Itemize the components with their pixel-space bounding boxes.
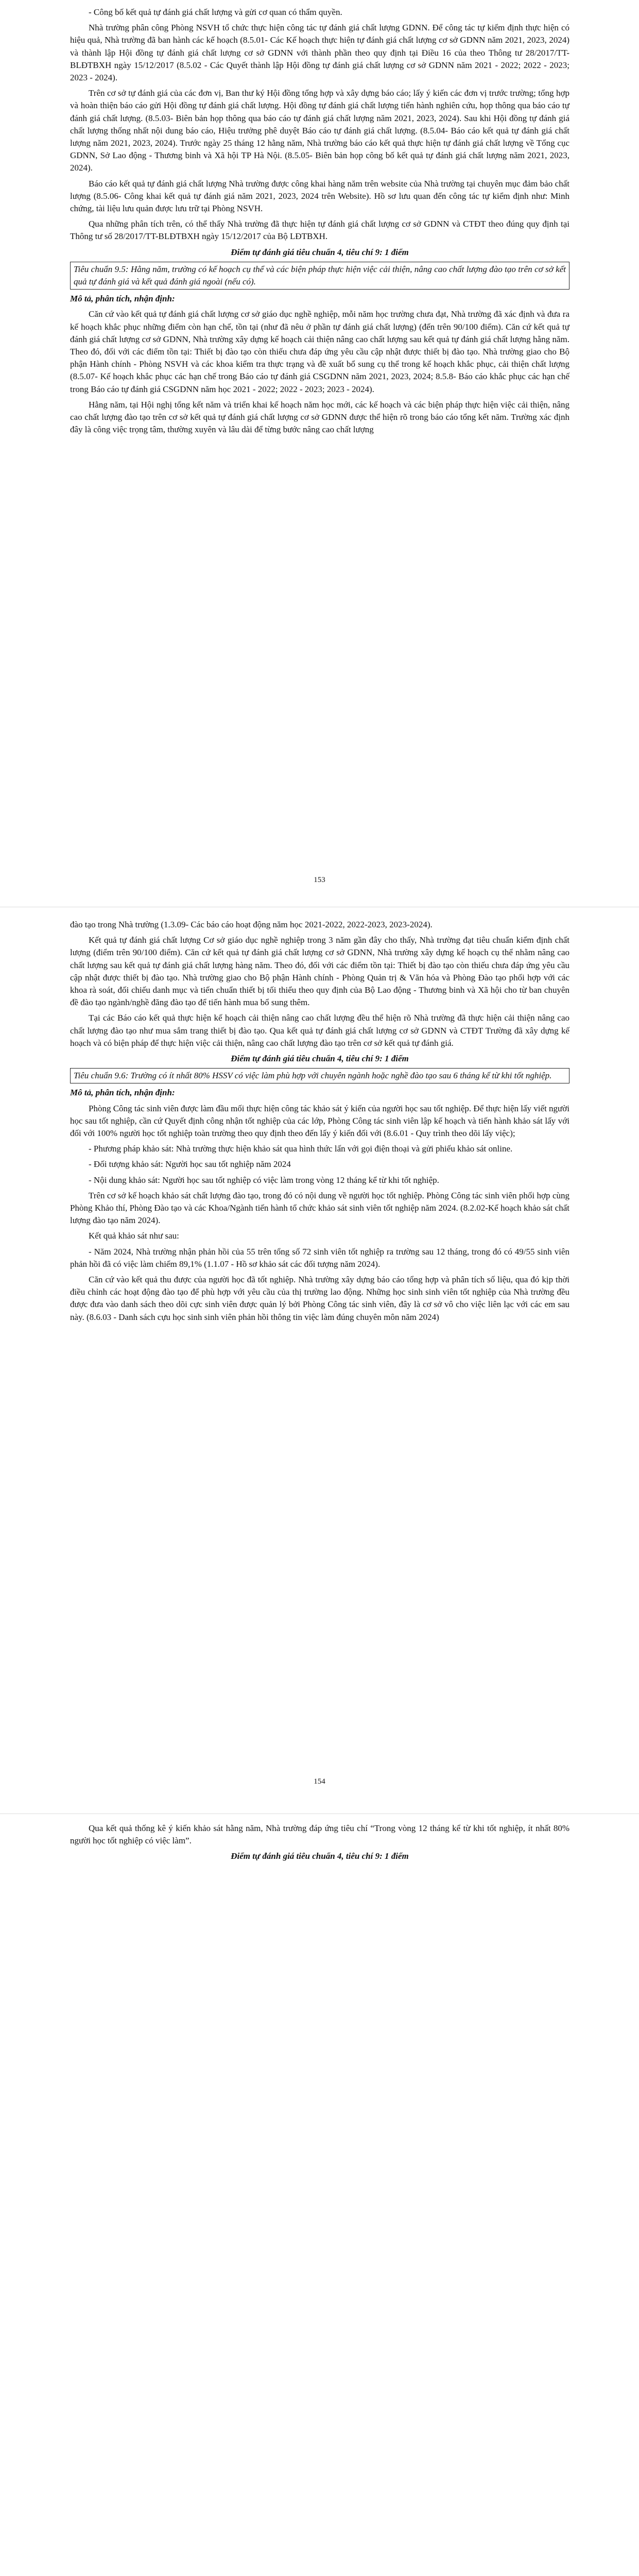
paragraph: Qua những phân tích trên, có thể thấy Nhà trường đã thực hiện tự đánh giá chất lượng cơ sở GDNN và CTĐT theo đúng quy định tại Thông tư số 28/2017/TT-BLĐTBXH ngày 15/12/2017 của Bộ LĐTBXH.: [70, 219, 569, 242]
page-number: 154: [314, 1777, 325, 1786]
page-153: [0, 0, 639, 907]
paragraph: Báo cáo kết quả tự đánh giá chất lượng Nhà trường được công khai hàng năm trên website của Nhà trường tại chuyên mục đảm bảo chất lượng (8.5.06- Công khai kết quả tự đánh giá năm 2021, 2023, 2024 trên Website). Hồ sơ lưu quan đến công tác tự kiểm định như: Minh chứng, tài liệu lưu quản được lưu trữ tại Phòng NSVH.: [70, 178, 569, 214]
paragraph: Trên cơ sở kế hoạch khảo sát chất lượng đào tạo, trong đó có nội dung về người học tốt nghiệp. Phòng Công tác sinh viên phối hợp cùng Phòng Khảo thí, Phòng Đào tạo và các Khoa/Ngành tiến hành tổ chức khảo sát sinh viên tốt nghiệp năm 2024. (8.2.02-Kế hoạch khảo sát chất lượng đào tạo năm 2024).: [70, 1190, 569, 1226]
score-line: Điểm tự đánh giá tiêu chuẩn 4, tiêu chí 9: 1 điểm: [231, 1054, 409, 1064]
paragraph: Tại các Báo cáo kết quả thực hiện kế hoạch cải thiện nâng cao chất lượng đều thể hiện rõ Nhà trường đã thực hiện cải thiện nâng cao chất lượng đào tạo như mua sắm trang thiết bị đào tạo. Qua kết quả tự đánh giá chất lượng cơ sở GDNN và CTĐT Trường đã xây dựng kế hoạch và có biện pháp để thực hiện việc cải thiện, nâng cao chất lượng đào tạo trên cơ sở kết quả tự đánh giá.: [70, 1013, 569, 1048]
paragraph: Căn cứ vào kết quả thu được của người học đã tốt nghiệp. Nhà trường xây dựng báo cáo tổng hợp và phân tích số liệu, qua đó kịp thời điều chỉnh các hoạt động đào tạo để phù hợp với yêu cầu của thị trường lao động. Những học sinh sinh viên tốt nghiệp của Nhà trường đều được đưa vào danh sách theo dõi cực sinh viên được quản lý bởi Phòng Công tác sinh viên, đây là cơ sở vô cho việc liên lạc với các em sau này. (8.6.03 - Danh sách cựu học sinh sinh viên phản hồi thông tin việc làm đúng chuyên môn năm 2024): [70, 1275, 569, 1322]
standard-box: Tiêu chuẩn 9.5: Hằng năm, trường có kế hoạch cụ thể và các biện pháp thực hiện việc cải thiện, nâng cao chất lượng đào tạo trên cơ sở kết quả tự đánh giá và kết quả đánh giá ngoài (nếu có).: [70, 262, 569, 290]
paragraph: - Năm 2024, Nhà trường nhận phản hồi của 55 trên tổng số 72 sinh viên tốt nghiệp ra trường sau 12 tháng, trong đó có 49/55 sinh viên phản hồi đã có việc làm chiếm 89,1% (1.1.07 - Hồ sơ khảo sát các đối tượng năm 2024).: [70, 1246, 569, 1269]
paragraph: Căn cứ vào kết quả tự đánh giá chất lượng cơ sở giáo dục nghề nghiệp, mỗi năm học trường chưa đạt, Nhà trường đã xác định và đưa ra kế hoạch khắc phục những điểm còn hạn chế, tồn tại (như đã nêu ở phần tự đánh giá chất lượng) (đến trên 90/100 điểm). Căn cứ kết quả tự đánh giá chất lượng cơ sở GDNN, Nhà trường xây dựng kế hoạch cải thiện nâng cao chất lượng sau kết quả tự đánh giá chất lượng hằng năm. Theo đó, đối với các điểm tồn tại: Thiết bị đào tạo còn thiếu chưa đáp ứng yêu cầu cập nhật được thiết bị đào tạo. Nhà trường giao cho Bộ phận Hành chính - Phòng NSVH và các khoa kiểm tra thực trạng và đề xuất bổ sung cụ thể trong kế hoạch khắc phục, cải thiện chất lượng (8.5.07- Kế hoạch khắc phục các hạn chế trong Báo cáo tự đánh giá CSGDNN năm 2021, 2023, 2024; 8.5.8- Báo cáo khắc phục các hạn chế trong Báo cáo tự đánh giá CSGDNN năm học 2021 - 2022; 2022 - 2023; 2023 - 2024).: [70, 309, 569, 394]
paragraph: Trên cơ sở tự đánh giá của các đơn vị, Ban thư ký Hội đồng tổng hợp và xây dựng báo cáo; lấy ý kiến các đơn vị trước trường; tổng hợp và hoàn thiện báo cáo gửi Hội đồng tự đánh giá chất lượng. Hội đồng tự đánh giá chất lượng tiến hành nghiên cứu, họp thông qua báo cáo tự đánh giá chất lượng. (8.5.03- Biên bản họp thông qua báo cáo tự đánh giá chất lượng năm 2021, 2023, 2024). Sau khi Hội đồng tự đánh giá chất lượng thống nhất nội dung báo cáo, Hiệu trưởng phê duyệt Báo cáo tự đánh giá chất lượng. (8.5.04- Báo cáo kết quả tự đánh giá chất lượng năm 2021, 2023, 2024). Trước ngày 25 tháng 12 hằng năm, Nhà trường báo cáo kết quả thực hiện tự đánh giá chất lượng về Tổng cục GDNN, Sở Lao động - Thương binh và Xã hội TP Hà Nội. (8.5.05- Biên bản họp công bố kết quả tự đánh giá chất lượng năm 2021, 2023, 2024).: [70, 88, 569, 173]
page-154-body: [70, 919, 569, 1327]
score-line: Điểm tự đánh giá tiêu chuẩn 4, tiêu chí 9: 1 điểm: [231, 247, 409, 257]
paragraph: Nhà trường phân công Phòng NSVH tổ chức thực hiện công tác tự đánh giá chất lượng GDNN. Để công tác tự kiểm định thực hiện có hiệu quả, Nhà trường đã ban hành các kế hoạch (8.5.01- Các Kế hoạch thực hiện tự đánh giá chất lượng cơ sở GDNN năm 2021, 2023, 2024) và thành lập Hội đồng tự đánh giá chất lượng cơ sở GDNN với thành phần theo quy định tại Điều 16 của theo Thông tư 28/2017/TT-BLĐTBXH ngày 15/12/2017 (8.5.02 - Các Quyết thành lập Hội đồng tự đánh giá chất lượng cơ sở GDNN năm 2021 - 2022; 2022 - 2023; 2023 - 2024).: [70, 23, 569, 83]
page-153-body: [70, 6, 569, 439]
analysis-heading: Mô tả, phân tích, nhận định:: [70, 1088, 175, 1098]
score-line: Điểm tự đánh giá tiêu chuẩn 4, tiêu chí 9: 1 điểm: [231, 1851, 409, 1861]
page-154: [0, 907, 639, 1814]
standard-box: Tiêu chuẩn 9.6: Trường có ít nhất 80% HSSV có việc làm phù hợp với chuyên ngành hoặc nghề đào tạo sau 6 tháng kể từ khi tốt nghiệp.: [70, 1068, 569, 1083]
paragraph: Hằng năm, tại Hội nghị tổng kết năm và triển khai kế hoạch năm học mới, các kế hoạch và các biện pháp thực hiện việc cải thiện, nâng cao chất lượng đào tạo trên cơ sở kết quả tự đánh giá chất lượng cơ sở GDNN được thể hiện rõ trong báo cáo tổng kết năm. Trường xác định đây là công việc trọng tâm, thường xuyên và lâu dài để từng bước nâng cao chất lượng: [70, 399, 569, 435]
paragraph: Kết quả tự đánh giá chất lượng Cơ sở giáo dục nghề nghiệp trong 3 năm gần đây cho thấy, Nhà trường đạt tiêu chuẩn kiểm định chất lượng (điểm trên 90/100 điểm). Căn cứ kết quả tự đánh giá chất lượng cơ sở GDNN, Nhà trường xây dựng kế hoạch cụ thể nhằm nâng cao chất lượng sau kết quả tự đánh giá chất lượng hàng năm. Theo đó, đối với các điểm tồn tại: Thiết bị đào tạo còn thiếu chưa đáp ứng yêu cầu cập nhật được thiết bị đào tạo. Nhà trường giao cho Bộ phận Hành chính - Phòng Quản trị & Văn hóa và Phòng Đào tạo phối hợp với các khoa rà soát, đối chiếu danh mục và tiến chuẩn thiết bị tối thiểu theo quy định của Bộ Lao động - Thương binh và Xã hội cho từ ban chuyên đề đào tạo ngành/nghề đăng đào tạo để tiến hành mua bổ sung thêm.: [70, 935, 569, 1008]
paragraph: Qua kết quả thống kê ý kiến khảo sát hằng năm, Nhà trường đáp ứng tiêu chí “Trong vòng 12 tháng kể từ khi tốt nghiệp, ít nhất 80% người học tốt nghiệp có việc làm”.: [70, 1823, 569, 1846]
page-155-body: [70, 1822, 569, 1866]
analysis-heading: Mô tả, phân tích, nhận định:: [70, 294, 175, 304]
paragraph: Phòng Công tác sinh viên được làm đầu mối thực hiện công tác khảo sát ý kiến của người học sau tốt nghiệp. Để thực hiện lấy viết người học sau tốt nghiệp, cần cứ Quyết định công nhận tốt nghiệp của các lớp, Phòng Công tác sinh viên lập kế hoạch và tiến hành khảo sát lấy với đối với 100% người học tốt nghiệp toàn trường theo quy định theo đến lấy ý kiến đối với (8.6.01 - Quy trình theo dõi lấy việc);: [70, 1103, 569, 1139]
paragraph: - Nội dung khảo sát: Người học sau tốt nghiệp có việc làm trong vòng 12 tháng kể từ khi tốt nghiệp.: [89, 1175, 439, 1185]
paragraph: - Phương pháp khảo sát: Nhà trường thực hiện khảo sát qua hình thức lấn với gọi điện thoại và gửi phiếu khảo sát online.: [89, 1144, 513, 1154]
paragraph: Kết quả khảo sát như sau:: [89, 1231, 179, 1241]
page-number: 153: [314, 876, 325, 884]
page-155: [0, 1814, 639, 2576]
paragraph: - Đối tượng khảo sát: Người học sau tốt nghiệp năm 2024: [89, 1159, 291, 1170]
paragraph: đào tạo trong Nhà trường (1.3.09- Các báo cáo hoạt động năm học 2021-2022, 2022-2023, 2023-2024).: [70, 920, 433, 929]
paragraph: - Công bố kết quả tự đánh giá chất lượng và gửi cơ quan có thẩm quyền.: [89, 7, 342, 17]
